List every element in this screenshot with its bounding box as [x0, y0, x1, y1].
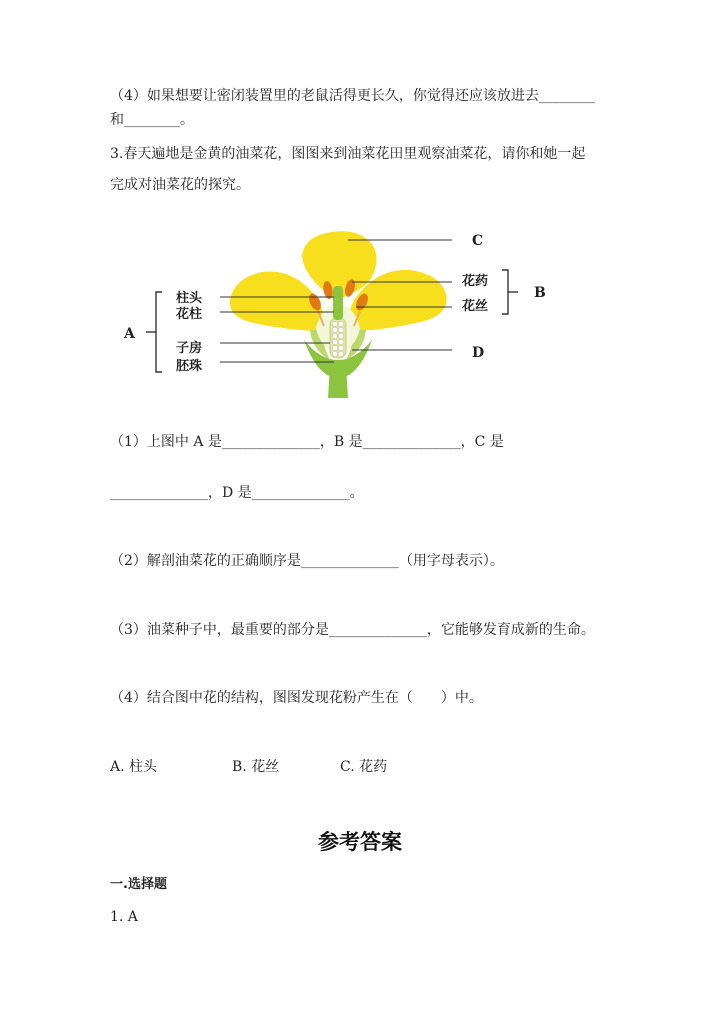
label-huazhu: 花柱 — [176, 307, 203, 322]
label-d: D — [472, 345, 485, 361]
option-b: B. 花丝 — [232, 759, 280, 775]
bracket-a — [156, 292, 162, 372]
label-a: A — [124, 326, 135, 342]
label-c: C — [472, 233, 484, 249]
option-c: C. 花药 — [340, 759, 388, 775]
pistil-style — [333, 286, 343, 320]
q4-line-1: （4）如果想要让密闭装置里的老鼠活得更长久，你觉得还应该放进去________ — [110, 88, 595, 104]
label-huayao: 花药 — [462, 274, 489, 289]
label-zhutou: 柱头 — [176, 291, 203, 306]
answer-1: 1. A — [110, 909, 138, 925]
sub3-question: （3）油菜种子中，最重要的部分是______________，它能够发育成新的生命。 — [110, 622, 595, 638]
bracket-b — [502, 270, 508, 314]
label-peizhu: 胚珠 — [176, 359, 203, 374]
answer-title: 参考答案 — [318, 829, 402, 854]
q3-intro-line-2: 完成对油菜花的探究。 — [110, 177, 250, 193]
sub4-question: （4）结合图中花的结构，图图发现花粉产生在（ ）中。 — [110, 690, 483, 706]
flower-diagram — [0, 200, 720, 405]
sub1-line-1: （1）上图中 A 是______________，B 是______________，C 是 — [110, 434, 504, 450]
q3-intro-line-1: 3.春天遍地是金黄的油菜花，图图来到油菜花田里观察油菜花，请你和她一起 — [110, 146, 586, 162]
section-title: 一.选择题 — [110, 877, 167, 892]
sub1-line-2: ______________，D 是______________。 — [110, 485, 364, 501]
label-zifang: 子房 — [176, 341, 203, 356]
sub2-question: （2）解剖油菜花的正确顺序是______________（用字母表示）。 — [110, 553, 504, 569]
label-b: B — [534, 285, 546, 301]
label-huasi: 花丝 — [462, 299, 489, 314]
option-a: A. 柱头 — [110, 759, 158, 775]
q4-line-2: 和________。 — [110, 112, 194, 128]
